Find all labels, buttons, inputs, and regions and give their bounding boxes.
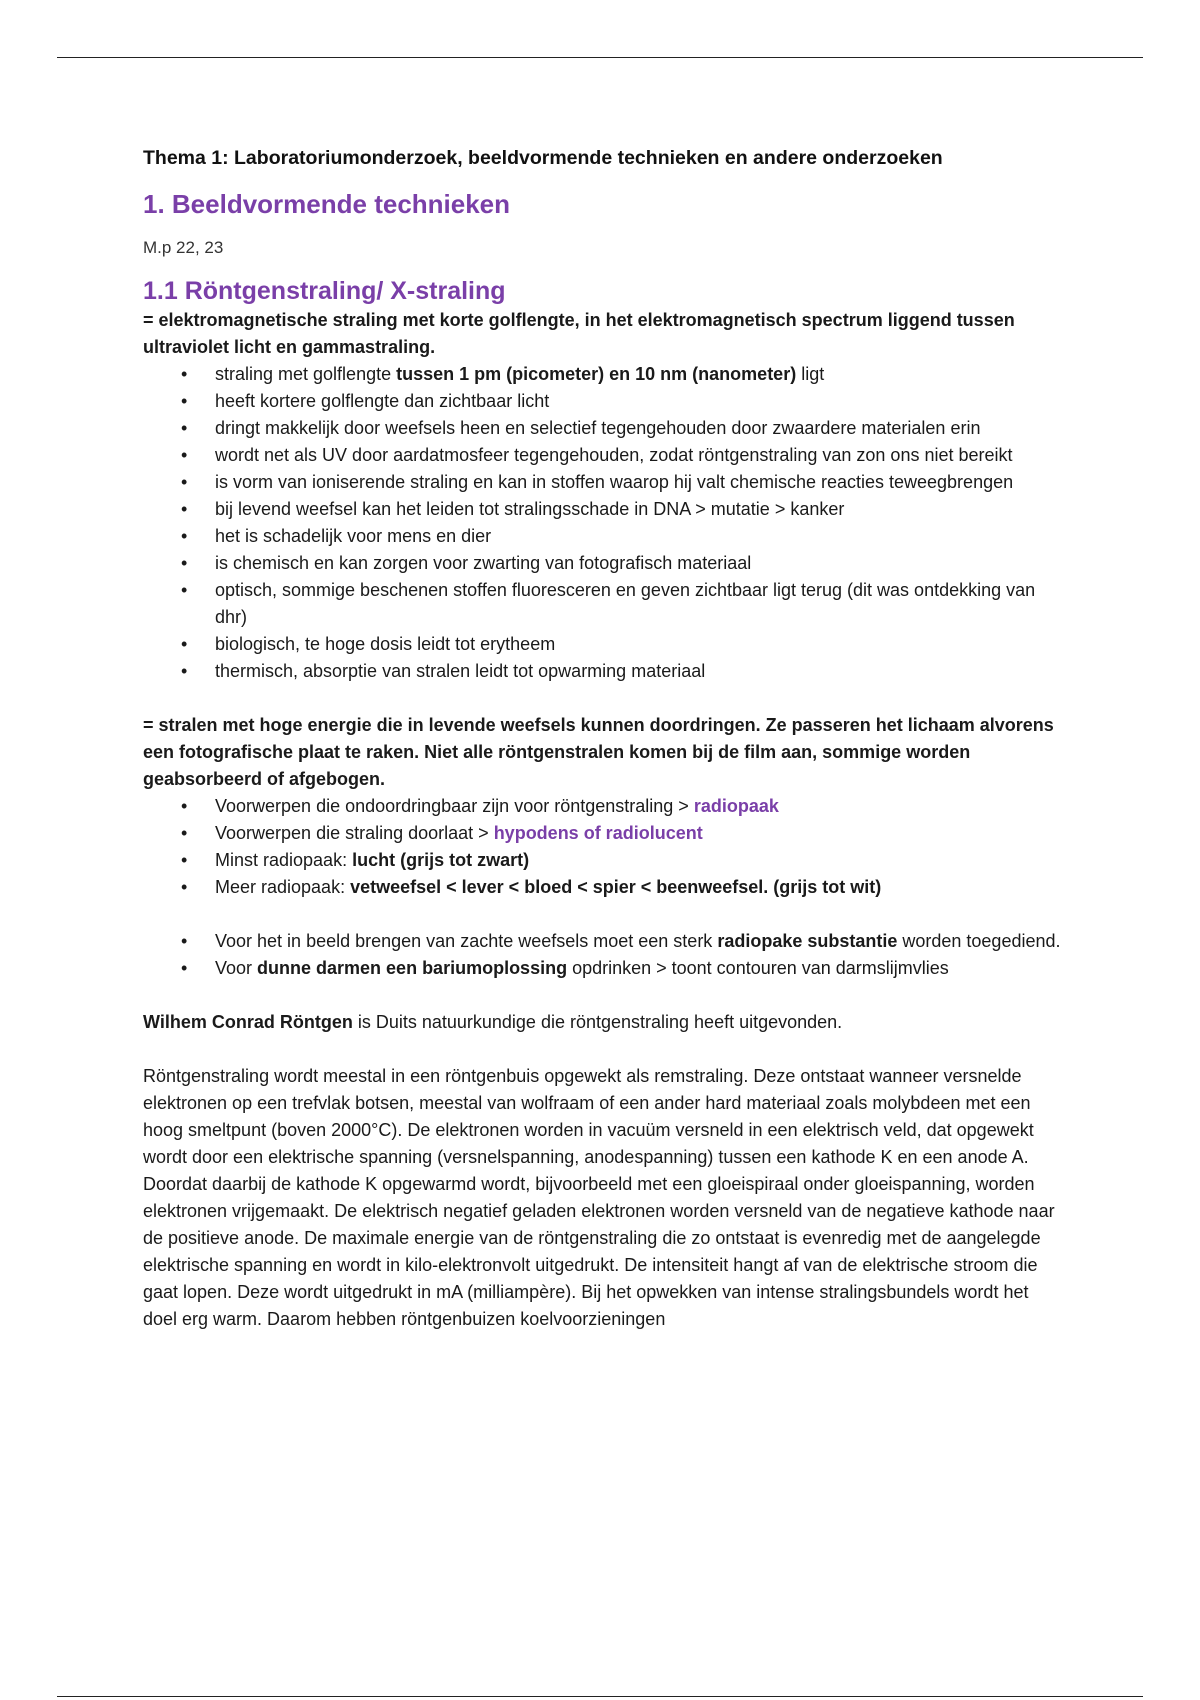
list-item: • is chemisch en kan zorgen voor zwarting van fotografisch materiaal [143,550,1063,577]
definition-text: = elektromagnetische straling met korte golflengte, in het elektromagnetisch spectrum liggend tussen ultraviolet licht en gammastraling. [143,310,1015,357]
person-name: Wilhem Conrad Röntgen [143,1012,353,1032]
list-item: • biologisch, te hoge dosis leidt tot erytheem [143,631,1063,658]
list-item-bold: vetweefsel < lever < bloed < spier < beenweefsel. (grijs tot wit) [350,877,882,897]
term-highlight: hypodens of radiolucent [493,823,703,843]
list-item [143,820,1063,847]
list-item-text: Minst radiopaak: [215,850,353,870]
body-paragraph: Röntgenstraling wordt meestal in een röntgenbuis opgewekt als remstraling. Deze ontstaat wanneer versnelde elektronen op een trefvlak botsen, meestal van wolfraam of een ander hard materiaal zoals molybdeen met een hoog smeltpunt (boven 2000°C). De elektronen worden in vacuüm versneld in een elektrisch veld, dat opgewekt wordt door een elektrische spanning (versnelspanning, anodespanning) tussen een kathode K en een anode A. Doordat daarbij de kathode K opgewarmd wordt, bijvoorbeeld met een gloeispiraal onder gloeispanning, worden elektronen vrijgemaakt. De elektrisch negatief geladen elektronen worden versneld van de negatieve kathode naar de positieve anode. De maximale energie van de röntgenstraling die zo ontstaat is evenredig met de aangelegde elektrische spanning en wordt in kilo-elektronvolt uitgedrukt. De intensiteit hangt af van de elektrische stroom die gaat lopen. Deze wordt uitgedrukt in mA (milliampère). Bij het opwekken van intense stralingsbundels wordt het doel erg warm. Daarom hebben röntgenbuizen koelvoorzieningen [143,1066,1055,1329]
list-item: • dringt makkelijk door weefsels heen en selectief tegengehouden door zwaardere materialen erin [143,415,1063,442]
list-item [143,928,1063,955]
definition-text-2: = stralen met hoge energie die in levende weefsels kunnen doordringen. Ze passeren het lichaam alvorens een fotografische plaat te raken. Niet alle röntgenstralen komen bij de film aan, sommige worden geabsorbeerd of afgebogen. [143,715,1054,789]
list-item-text: Voorwerpen die ondoordringbaar zijn voor röntgenstraling > [215,796,694,816]
roentgen-sentence [143,1009,1063,1036]
spacer [143,901,1063,928]
list-item: • is vorm van ioniserende straling en kan in stoffen waarop hij valt chemische reacties teweegbrengen [143,469,1063,496]
list-item: • heeft kortere golflengte dan zichtbaar licht [143,388,1063,415]
list-item: • bij levend weefsel kan het leiden tot stralingsschade in DNA > mutatie > kanker [143,496,1063,523]
list-item: • optisch, sommige beschenen stoffen fluoresceren en geven zichtbaar ligt terug (dit was ontdekking van dhr) [143,577,1063,631]
spacer [143,685,1063,712]
term-highlight: radiopaak [693,796,779,816]
list-item-text: Meer radiopaak: [215,877,351,897]
footer-rule [57,1696,1143,1697]
subsection-heading: 1.1 Röntgenstraling/ X-straling [143,277,506,305]
list-item [143,955,1063,982]
contrast-list [143,928,1063,982]
list-item: • thermisch, absorptie van stralen leidt tot opwarming materiaal [143,658,1063,685]
list-item-bold: tussen 1 pm (picometer) en 10 nm (nanometer) [396,364,797,384]
list-item-text: ligt [796,364,825,384]
document-body [143,143,1063,1333]
list-item-text: Voorwerpen die straling doorlaat > [215,823,494,843]
list-item [143,793,1063,820]
list-item [143,847,1063,874]
list-item-bold: radiopake substantie [717,931,898,951]
list-item [143,874,1063,901]
section-heading: 1. Beeldvormende technieken [143,189,511,219]
spacer [143,1036,1063,1063]
sentence-text: is Duits natuurkundige die röntgenstraling heeft uitgevonden. [352,1012,843,1032]
list-item-text: opdrinken > toont contouren van darmslijmvlies [567,958,949,978]
list-item [143,361,1063,388]
header-rule [57,57,1143,58]
radiopacity-list [143,793,1063,901]
list-item-text: Voor het in beeld brengen van zachte weefsels moet een sterk [215,931,718,951]
list-item-text: worden toegediend. [897,931,1061,951]
list-item-bold: dunne darmen een bariumoplossing [257,958,568,978]
list-item: • het is schadelijk voor mens en dier [143,523,1063,550]
list-item: • wordt net als UV door aardatmosfeer tegengehouden, zodat röntgenstraling van zon ons niet bereikt [143,442,1063,469]
document-title: Thema 1: Laboratoriumonderzoek, beeldvormende technieken en andere onderzoeken [143,147,943,169]
spacer [143,982,1063,1009]
page-reference: M.p 22, 23 [143,238,224,257]
list-item-text: Voor [215,958,258,978]
list-item-text: straling met golflengte [215,364,397,384]
list-item-bold: lucht (grijs tot zwart) [352,850,530,870]
properties-list [143,361,1063,685]
